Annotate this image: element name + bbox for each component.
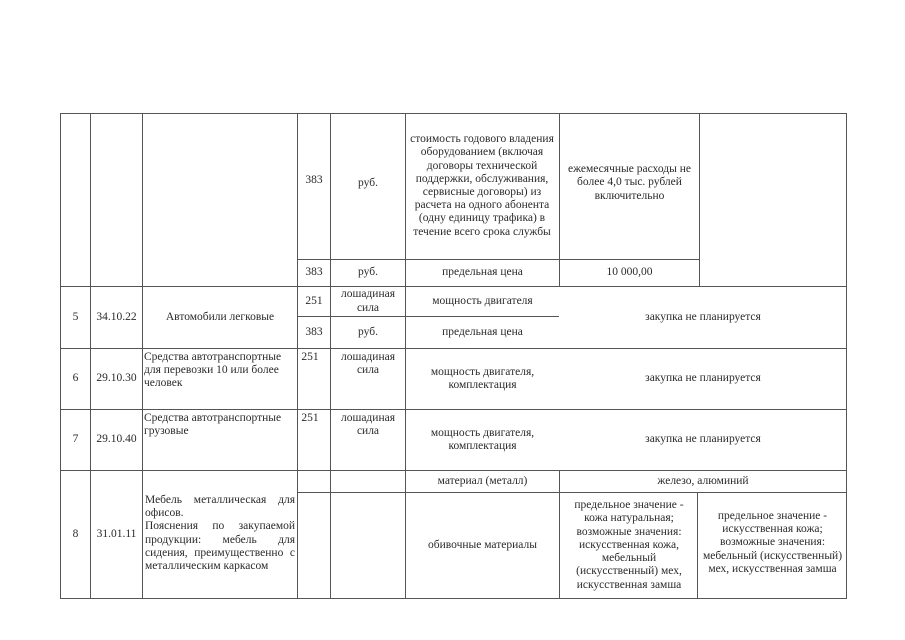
characteristic-cell: мощность двигателя [432, 294, 533, 307]
value-cell: закупка не планируется [645, 310, 761, 323]
characteristic-cell: стоимость годового владения оборудованием (включая договоры технической поддержки, обслуживания, сервисные договоры) из расчета на одного абонента (одну единицу трафика) в течение всего срока службы [410, 133, 554, 238]
value-cell: закупка не планируется [645, 433, 761, 446]
characteristic-cell: мощность двигателя, комплектация [430, 426, 535, 452]
okpd-code: 29.10.30 [96, 372, 137, 385]
characteristic-cell: предельная цена [442, 325, 523, 338]
value-cell: предельное значение - кожа натуральная; возможные значения: искусственная кожа, мебельный (искусственный) мех, искусственная замша [574, 499, 684, 591]
table-border-bottom [60, 598, 846, 599]
characteristic-cell: мощность двигателя, комплектация [430, 365, 535, 391]
okpd-code: 29.10.40 [96, 433, 137, 446]
unit-code-cell: 383 [305, 174, 323, 186]
unit-code-cell: 251 [301, 412, 319, 424]
value-cell: железо, алюминий [657, 474, 749, 487]
row-number: 8 [72, 527, 79, 540]
product-name: Средства автотранспортные для перевозки 10 или более человек [144, 351, 282, 390]
column-divider [559, 492, 560, 599]
unit-cell: руб. [358, 177, 378, 189]
unit-code-cell: 383 [305, 266, 323, 279]
row-number: 5 [72, 310, 79, 323]
column-divider [142, 113, 143, 599]
product-name: Средства автотранспортные грузовые [144, 412, 282, 438]
value-cell: предельное значение - искусственная кожа; возможные значения: мебельный (искусственный) мех, искусственная замша [702, 509, 843, 575]
value-cell: закупка не планируется [645, 372, 761, 385]
characteristic-cell: предельная цена [442, 266, 523, 279]
characteristic-cell: материал (металл) [437, 474, 528, 487]
characteristic-cell: обивочные материалы [428, 538, 537, 551]
unit-code-cell: 251 [301, 351, 319, 363]
product-explanation: Пояснения по закупаемой продукции: мебель для сидения, преимущественно с металлическим каркасом [145, 520, 295, 573]
unit-cell: лошадиная сила [340, 351, 395, 377]
okpd-code: 34.10.22 [96, 310, 137, 323]
product-name: Мебель металлическая для офисов. [145, 494, 295, 520]
value-cell: 10 000,00 [606, 266, 653, 279]
column-divider [697, 492, 698, 599]
row-number: 6 [72, 372, 79, 385]
row-number: 7 [72, 433, 79, 446]
unit-cell: лошадиная сила [340, 288, 395, 314]
unit-cell: руб. [358, 266, 378, 279]
unit-cell: руб. [358, 325, 378, 338]
product-name: Автомобили легковые [165, 310, 275, 323]
unit-code-cell: 383 [305, 325, 323, 338]
unit-code-cell: 251 [305, 294, 323, 307]
product-name-block [145, 494, 295, 573]
table-border-right [846, 113, 847, 599]
unit-cell: лошадиная сила [340, 412, 395, 438]
okpd-code: 31.01.11 [96, 527, 137, 540]
value-cell: ежемесячные расходы не более 4,0 тыс. рублей включительно [568, 163, 691, 202]
column-divider [699, 113, 700, 287]
